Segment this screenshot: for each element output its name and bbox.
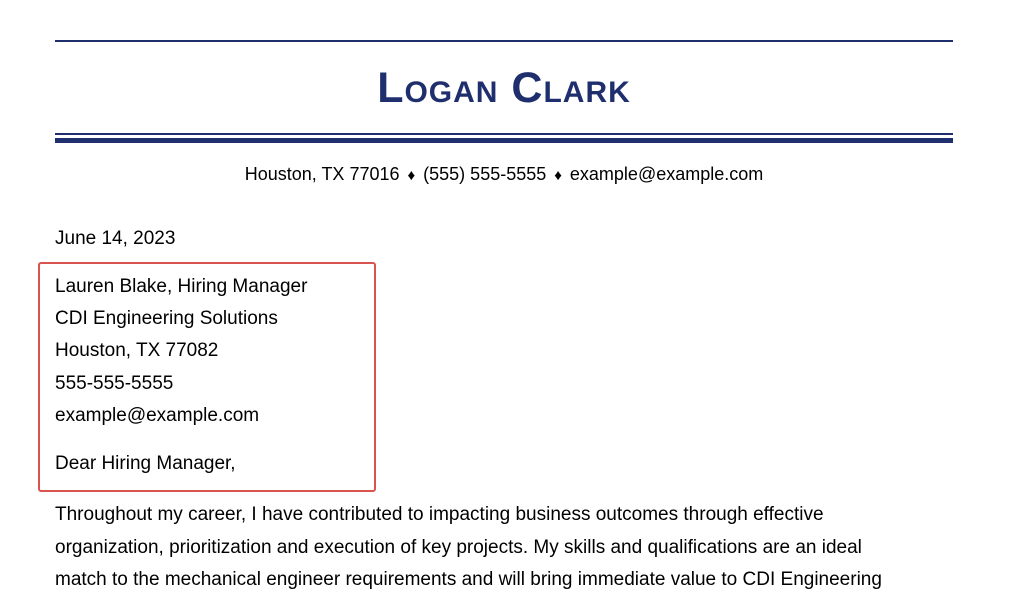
letter-date: June 14, 2023 xyxy=(55,228,176,249)
diamond-separator-icon: ♦ xyxy=(407,167,416,184)
recipient-city-state-zip: Houston, TX 77082 xyxy=(55,340,219,361)
header-bottom-thin-rule xyxy=(55,133,953,135)
recipient-name-title: Lauren Blake, Hiring Manager xyxy=(55,276,308,297)
contact-email: example@example.com xyxy=(569,164,764,184)
body-line: Throughout my career, I have contributed to impacting business outcomes through effective xyxy=(55,504,824,525)
body-paragraph xyxy=(55,499,955,594)
diamond-separator-icon: ♦ xyxy=(554,167,562,184)
body-line: match to the mechanical engineer requirements and will bring immediate value to CDI Engineering xyxy=(55,569,882,590)
body-line: organization, prioritization and execution of key projects. My skills and qualifications are an ideal xyxy=(55,536,862,558)
contact-line xyxy=(55,162,953,188)
contact-phone: (555) 555-5555 xyxy=(423,164,547,184)
header-bottom-thick-rule xyxy=(55,138,953,143)
recipient-company: CDI Engineering Solutions xyxy=(55,308,278,329)
header-top-rule xyxy=(55,40,953,42)
contact-location: Houston, TX 77016 xyxy=(244,164,400,184)
recipient-email: example@example.com xyxy=(55,405,260,426)
recipient-phone: 555-555-5555 xyxy=(55,373,174,394)
applicant-name: Logan Clark xyxy=(377,64,631,112)
salutation: Dear Hiring Manager, xyxy=(55,453,236,474)
